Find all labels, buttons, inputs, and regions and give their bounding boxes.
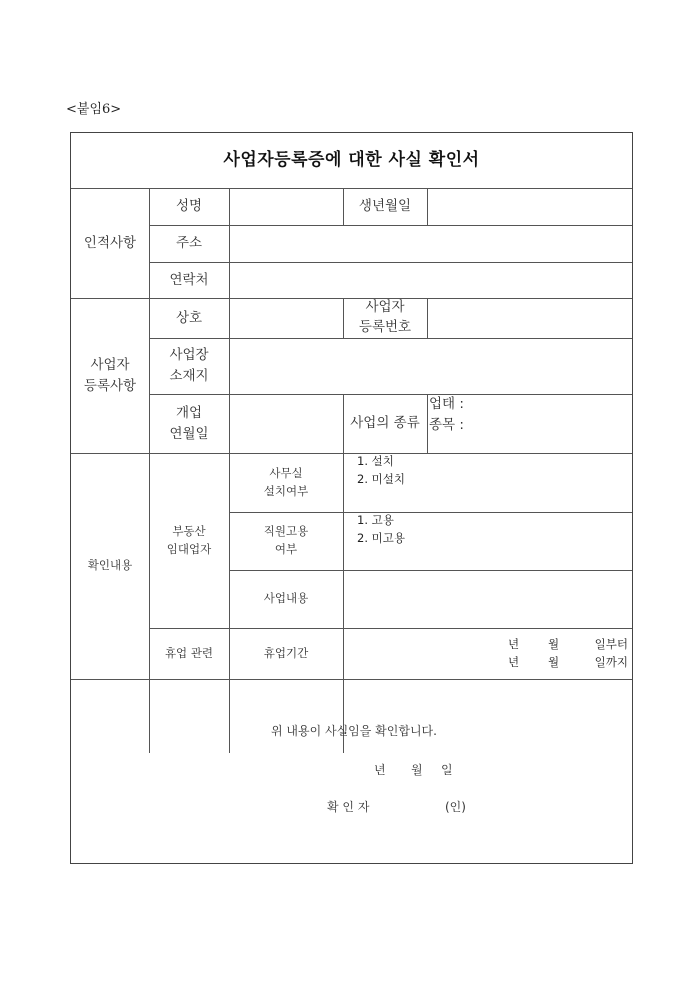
period-from-year: 년	[508, 636, 520, 651]
form-title: 사업자등록증에 대한 사실 확인서	[223, 150, 480, 171]
closure-period-label: 휴업기간	[263, 645, 309, 660]
office-setup-options	[343, 453, 632, 512]
business-content-field[interactable]	[343, 570, 632, 628]
location-field[interactable]	[229, 338, 632, 394]
location-label	[149, 338, 229, 394]
birth-field[interactable]	[427, 188, 632, 225]
office-label-line1: 사무실	[269, 465, 303, 480]
employ-option-employed[interactable]: 1. 고용	[357, 513, 394, 527]
office-setup-label	[229, 453, 343, 512]
location-label-line2: 소재지	[169, 368, 209, 384]
period-to-year: 년	[508, 654, 520, 669]
confirmer-label: 확 인 자	[327, 800, 370, 814]
attachment-label: <붙임6>	[66, 102, 122, 117]
confirmation-statement: 위 내용이 사실임을 확인합니다.	[271, 724, 437, 738]
date-month-label[interactable]: 월	[411, 763, 423, 777]
open-date-field[interactable]	[229, 394, 343, 453]
period-from-row	[508, 636, 628, 654]
personal-section-label: 인적사항	[83, 234, 137, 251]
business-section-label-line2: 등록사항	[83, 377, 137, 394]
employment-options	[343, 512, 632, 570]
address-field[interactable]	[229, 225, 632, 262]
date-day-label[interactable]: 일	[441, 763, 453, 777]
employ-option-not-employed[interactable]: 2. 미고용	[357, 530, 405, 545]
business-section-label	[71, 298, 149, 453]
period-to-month: 월	[548, 654, 560, 669]
name-field[interactable]	[229, 188, 343, 225]
business-item-label[interactable]: 종목 :	[429, 416, 464, 433]
period-to-day: 일까지	[594, 654, 628, 669]
confirmation-section-label: 확인내용	[87, 558, 133, 573]
reg-no-label-line1: 사업자	[365, 299, 405, 316]
open-date-label-line1: 개업	[175, 404, 203, 421]
closure-period-field[interactable]	[343, 628, 632, 679]
business-type-label: 사업의 종류	[350, 415, 420, 432]
date-year-label[interactable]: 년	[374, 763, 386, 777]
seal-mark[interactable]: (인)	[445, 800, 466, 814]
name-label: 성명	[175, 198, 203, 215]
period-from-day: 일부터	[594, 636, 628, 651]
business-type-fields[interactable]	[427, 394, 632, 453]
address-label: 주소	[175, 235, 203, 252]
rental-label-line2: 임대업자	[166, 541, 212, 556]
rental-label-line1: 부동산	[172, 523, 206, 538]
open-date-label	[149, 394, 229, 453]
trade-name-label: 상호	[175, 309, 203, 326]
business-section-label-line1: 사업자	[90, 356, 130, 373]
location-label-line1: 사업장	[169, 347, 209, 364]
employ-label-line1: 직원고용	[263, 524, 309, 539]
closure-label: 휴업 관련	[164, 645, 214, 660]
period-to-row	[508, 654, 628, 672]
contact-label: 연락처	[169, 271, 209, 288]
office-label-line2: 설치여부	[263, 483, 309, 498]
business-content-label: 사업내용	[263, 591, 309, 606]
reg-no-label	[343, 298, 427, 338]
business-category-label[interactable]: 업태 :	[429, 396, 464, 412]
confirmation-form	[70, 132, 633, 864]
rental-business-label	[149, 453, 229, 628]
trade-name-field[interactable]	[229, 298, 343, 338]
office-option-not-installed[interactable]: 2. 미설치	[357, 471, 405, 486]
employment-label	[229, 512, 343, 570]
employ-label-line2: 여부	[274, 542, 298, 556]
contact-field[interactable]	[229, 262, 632, 298]
period-from-month: 월	[548, 636, 560, 651]
divider	[71, 679, 632, 680]
office-option-installed[interactable]: 1. 설치	[357, 454, 394, 468]
birth-label: 생년월일	[358, 198, 412, 215]
open-date-label-line2: 연월일	[169, 425, 209, 442]
reg-no-field[interactable]	[427, 298, 632, 338]
reg-no-label-line2: 등록번호	[358, 319, 412, 335]
